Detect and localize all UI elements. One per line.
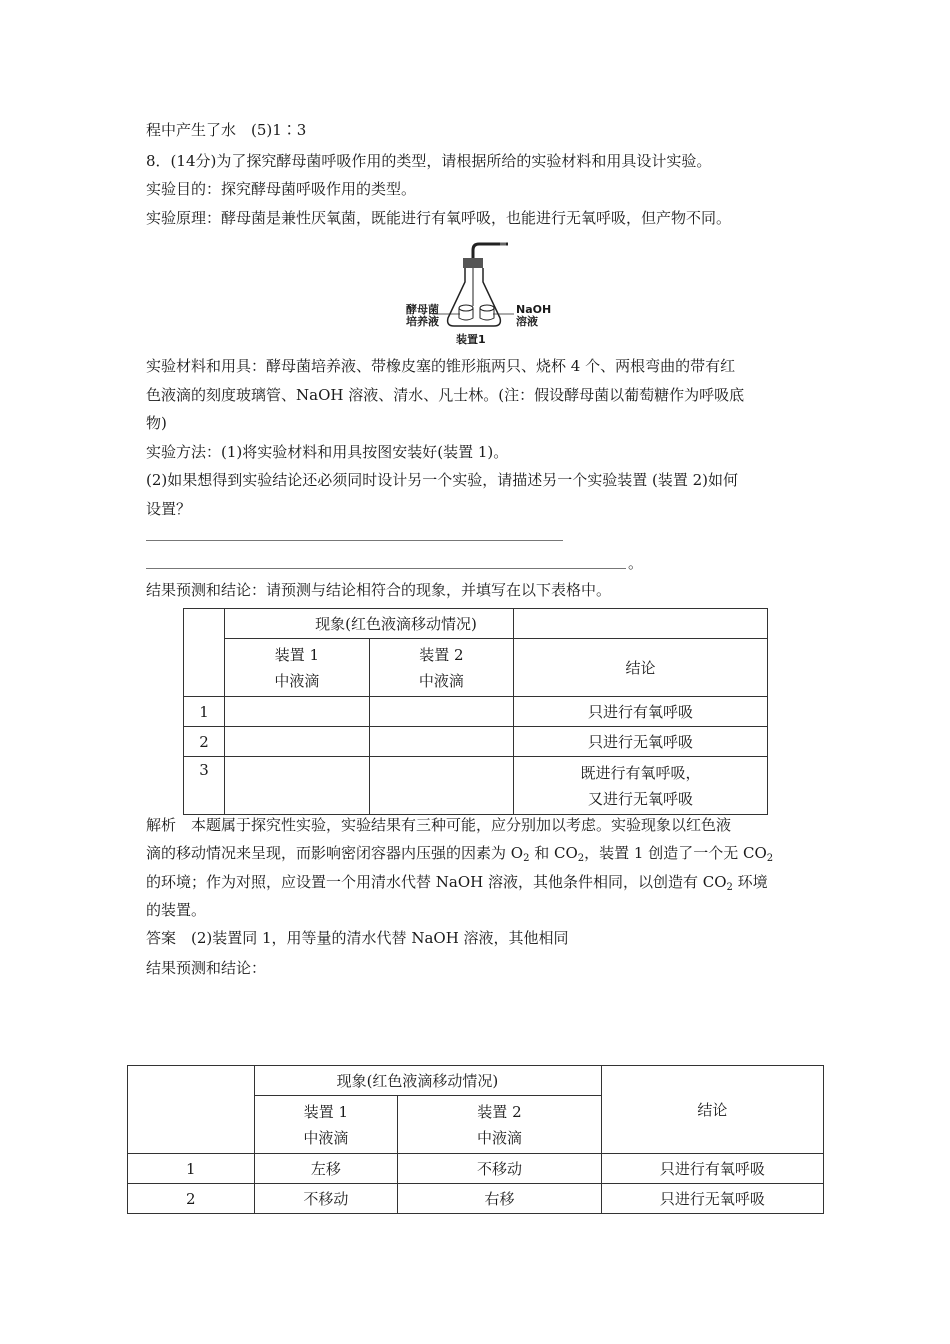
blank-end-mark: 。 [628,554,644,572]
conclusion-cell: 只进行无氧呼吸 [601,1184,823,1214]
phenomenon-header: 现象(红色液滴移动情况) [225,609,514,639]
row-number: 2 [128,1184,255,1214]
experiment-purpose: 实验目的：探究酵母菌呼吸作用的类型。 [146,180,417,198]
figure-caption: 装置1 [456,333,486,346]
text-line-1: 程中产生了水 (5)1∶3 [146,121,307,139]
device-1-header-line-1: 装置 1 [303,1102,349,1121]
device-1-header [254,1096,398,1154]
row-number: 2 [184,727,225,757]
analysis-line-2: 滴的移动情况来呈现，而影响密闭容器内压强的因素为 $O_2$ 和 $CO_2$，装置 1 创造了一个无 $CO_2$ [146,844,774,864]
materials-line-3: 物) [146,414,167,432]
analysis-line-1: 解析 本题属于探究性实验，实验结果有三种可能，应分别加以考虑。实验现象以红色液 [146,816,732,834]
analysis-line-4: 的装置。 [146,901,207,919]
conclusion-cell: 只进行有氧呼吸 [601,1154,823,1184]
device-1-header-line-1: 装置 1 [274,645,320,664]
device-2-cell[interactable] [369,697,513,727]
answer-line: 答案 (2)装置同 1，用等量的清水代替 NaOH 溶液，其他相同 [146,929,569,947]
device-2-cell: 不移动 [398,1154,601,1184]
device-2-header-line-1: 装置 2 [477,1102,522,1121]
conclusion-cell: 只进行有氧呼吸 [514,697,768,727]
yeast-culture-label-1: 酵母菌 [406,303,439,316]
flask-diagram [400,236,550,348]
naoh-label-1: NaOH [516,303,552,316]
yeast-culture-label-2: 培养液 [406,315,439,328]
conclusion-cell [514,757,768,815]
device-2-header [398,1096,601,1154]
device-1-header [225,639,369,697]
conclusion-line-2: 又进行无氧呼吸 [588,789,694,808]
device-1-cell[interactable] [225,757,369,815]
device-1-header-line-2: 中液滴 [274,671,320,690]
materials-line-2: 色液滴的刻度玻璃管、NaOH 溶液、清水、凡士林。(注：假设酵母菌以葡萄糖作为呼吸底 [146,386,745,404]
device-1-cell[interactable] [225,697,369,727]
device-2-cell[interactable] [369,727,513,757]
phenomenon-header: 现象(红色液滴移动情况) [254,1066,601,1096]
conclusion-line-1: 既进行有氧呼吸， [580,763,701,782]
device-1-cell: 不移动 [254,1184,398,1214]
device-2-cell: 右移 [398,1184,601,1214]
table-row [184,697,768,727]
device-1-cell[interactable] [225,727,369,757]
conclusion-header: 结论 [601,1066,823,1154]
row-number: 1 [184,697,225,727]
device-2-header-line-2: 中液滴 [418,671,464,690]
conclusion-header: 结论 [514,639,768,697]
analysis-line-3: 的环境；作为对照，应设置一个用清水代替 NaOH 溶液，其他条件相同，以创造有 $CO_2$ 环境 [146,873,768,893]
table-row [128,1184,824,1214]
experiment-principle: 实验原理：酵母菌是兼性厌氧菌，既能进行有氧呼吸，也能进行无氧呼吸，但产物不同。 [146,209,732,227]
device-2-header [369,639,513,697]
materials-line-1: 实验材料和用具：酵母菌培养液、带橡皮塞的锥形瓶两只、烧杯 4 个、两根弯曲的带有红 [146,357,736,375]
apparatus-1-figure [400,236,550,348]
table-header-empty [514,609,768,639]
answer-blank-line-2 [146,568,626,569]
method-step-1: 实验方法：(1)将实验材料和用具按图安装好(装置 1)。 [146,443,509,461]
device-1-cell: 左移 [254,1154,398,1184]
device-2-header-line-2: 中液滴 [476,1128,522,1147]
row-number: 1 [128,1154,255,1184]
device-2-header-line-1: 装置 2 [419,645,464,664]
method-step-2: (2)如果想得到实验结论还必须同时设计另一个实验，请描述另一个实验装置 (装置 2)如何 [146,471,739,489]
table-row [128,1154,824,1184]
question-8-title: 8．(14分)为了探究酵母菌呼吸作用的类型，请根据所给的实验材料和用具设计实验。 [146,152,712,170]
table-row [184,757,768,815]
table-corner [184,609,225,697]
device-1-header-line-2: 中液滴 [303,1128,349,1147]
naoh-label-2: 溶液 [516,315,538,328]
results-instruction: 结果预测和结论：请预测与结论相符合的现象，并填写在以下表格中。 [146,581,612,599]
device-2-cell[interactable] [369,757,513,815]
answer-results-heading: 结果预测和结论： [146,959,267,977]
results-table-blank [183,608,768,815]
row-number: 3 [184,757,225,815]
method-step-2-cont: 设置？ [146,500,192,518]
results-table-answer [127,1065,824,1214]
table-row [184,727,768,757]
answer-blank-line-1 [146,540,563,541]
conclusion-cell: 只进行无氧呼吸 [514,727,768,757]
table-corner [128,1066,255,1154]
